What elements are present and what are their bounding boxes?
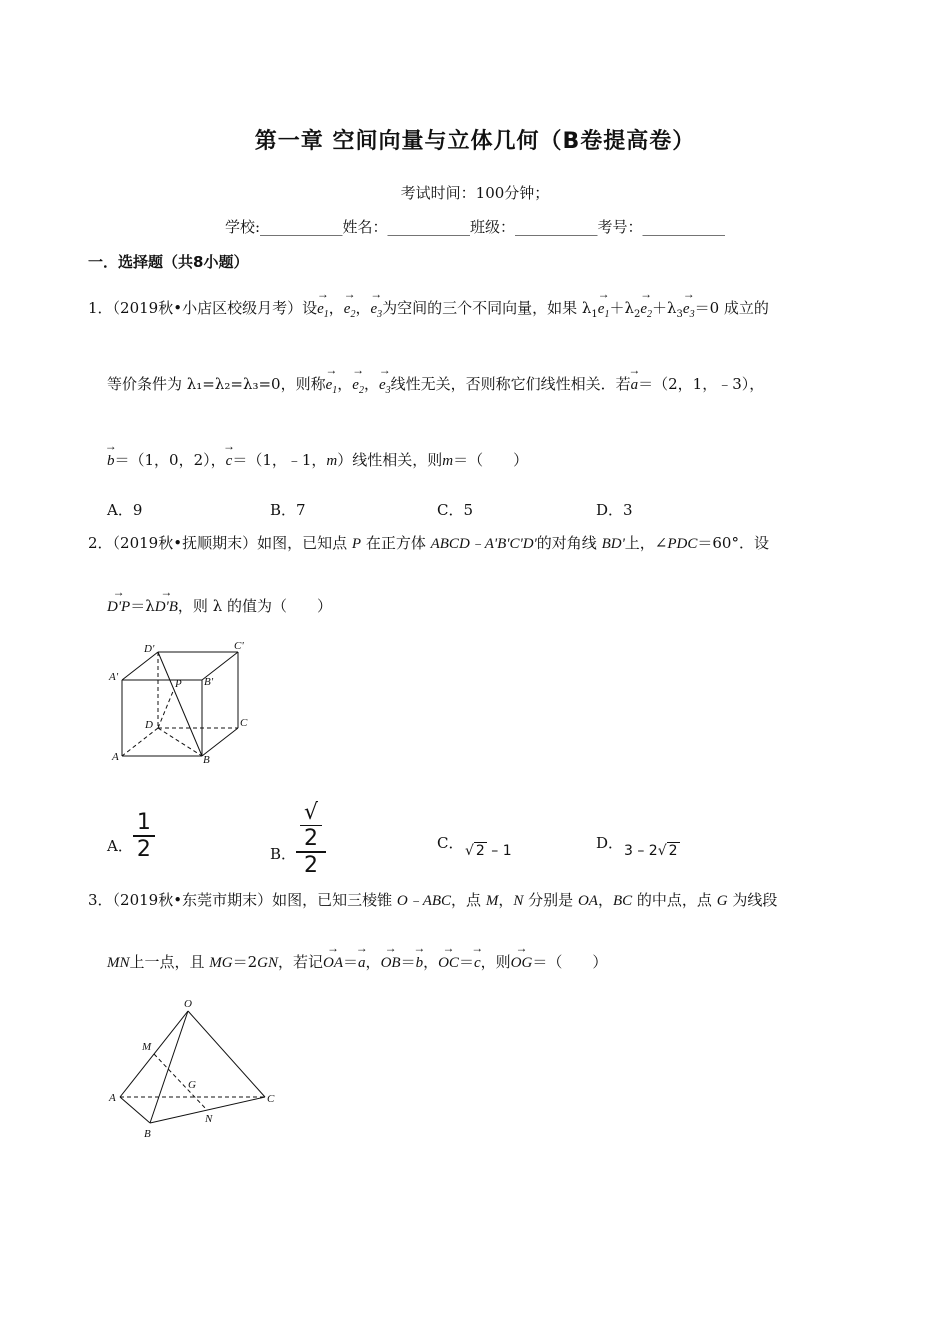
question-3-line-2: MN上一点，且 MG＝2GN，若记→ OA＝→ a，→ OB＝→ b，→ OC＝→ c，则→ OG＝（ ）: [107, 952, 607, 973]
label-a: A: [109, 1092, 116, 1104]
q2-option-c[interactable]: C．: [437, 834, 464, 852]
page-title: 第一章 空间向量与立体几何（B卷提高卷）: [254, 129, 696, 154]
question-2-line-1: 2．（2019秋•抚顺期末）如图，已知点 P 在正方体 ABCD﹣A'B'C'D'的对角线 BD'上，∠PDC＝60°．设: [88, 534, 769, 552]
label-b: B: [144, 1128, 151, 1140]
label-a-prime: A': [109, 671, 119, 683]
label-b: B: [203, 754, 210, 766]
label-c-prime: C': [234, 640, 244, 652]
label-d-prime: D': [144, 643, 155, 655]
q2-option-d-value: 3 – 2√ 2: [624, 843, 678, 859]
exam-time: 考试时间：100分钟；: [400, 184, 550, 202]
question-2-line-2: → D'P＝λ→ D'B，则 λ 的值为（ ）: [107, 596, 332, 617]
label-c: C: [267, 1093, 275, 1105]
question-3-line-1: 3．（2019秋•东莞市期末）如图，已知三棱锥 O﹣ABC，点 M，N 分别是 OA，BC 的中点，点 G 为线段: [88, 891, 778, 909]
label-g: G: [188, 1079, 196, 1091]
label-a: A: [112, 751, 119, 763]
label-o: O: [184, 998, 192, 1010]
q1-option-d[interactable]: D．3: [596, 501, 633, 519]
label-m: M: [142, 1041, 152, 1053]
label-c: C: [240, 717, 248, 729]
question-1-line-2: 等价条件为 λ₁=λ₂=λ₃=0，则称→ $e_1$，→ $e_2$，→ $e_3$线性无关，否则称它们线性相关．若→ a＝（2，1，﹣3），: [107, 374, 764, 401]
q2-option-d[interactable]: D．: [596, 834, 624, 852]
label-p: P: [175, 678, 182, 690]
question-1-line-3: → b＝（1，0，2），→ c＝（1，﹣1，m）线性相关，则m＝（ ）: [107, 450, 528, 471]
question-1-line-1: 1．（2019秋•小店区校级月考）设→ $e_1$，→ $e_2$，→ $e_3$为空间的三个不同向量，如果 $\lambda_1\to e_1+\lambda_2\to e_2+\lambda_3\to e_3=0$ 成立的: [88, 298, 769, 325]
q2-option-a[interactable]: A． $\frac{1}{2}$: [107, 832, 155, 862]
q1-option-c[interactable]: C．5: [437, 501, 474, 519]
label-d: D: [145, 719, 153, 731]
q1-option-a[interactable]: A．9: [107, 501, 143, 519]
label-n: N: [205, 1113, 213, 1125]
label-b-prime: B': [204, 676, 214, 688]
q1-option-b[interactable]: B．7: [270, 501, 306, 519]
section-heading: 一．选择题（共8小题）: [88, 253, 249, 271]
cube-figure: [100, 640, 260, 770]
q2-option-c-value: √ 2 – 1: [465, 843, 512, 859]
tetrahedron-figure: [100, 995, 290, 1145]
info-line: 学校:___________姓名：___________班级：___________考号：___________: [224, 218, 726, 236]
q2-option-b[interactable]: B． √ 2 2: [270, 832, 326, 878]
